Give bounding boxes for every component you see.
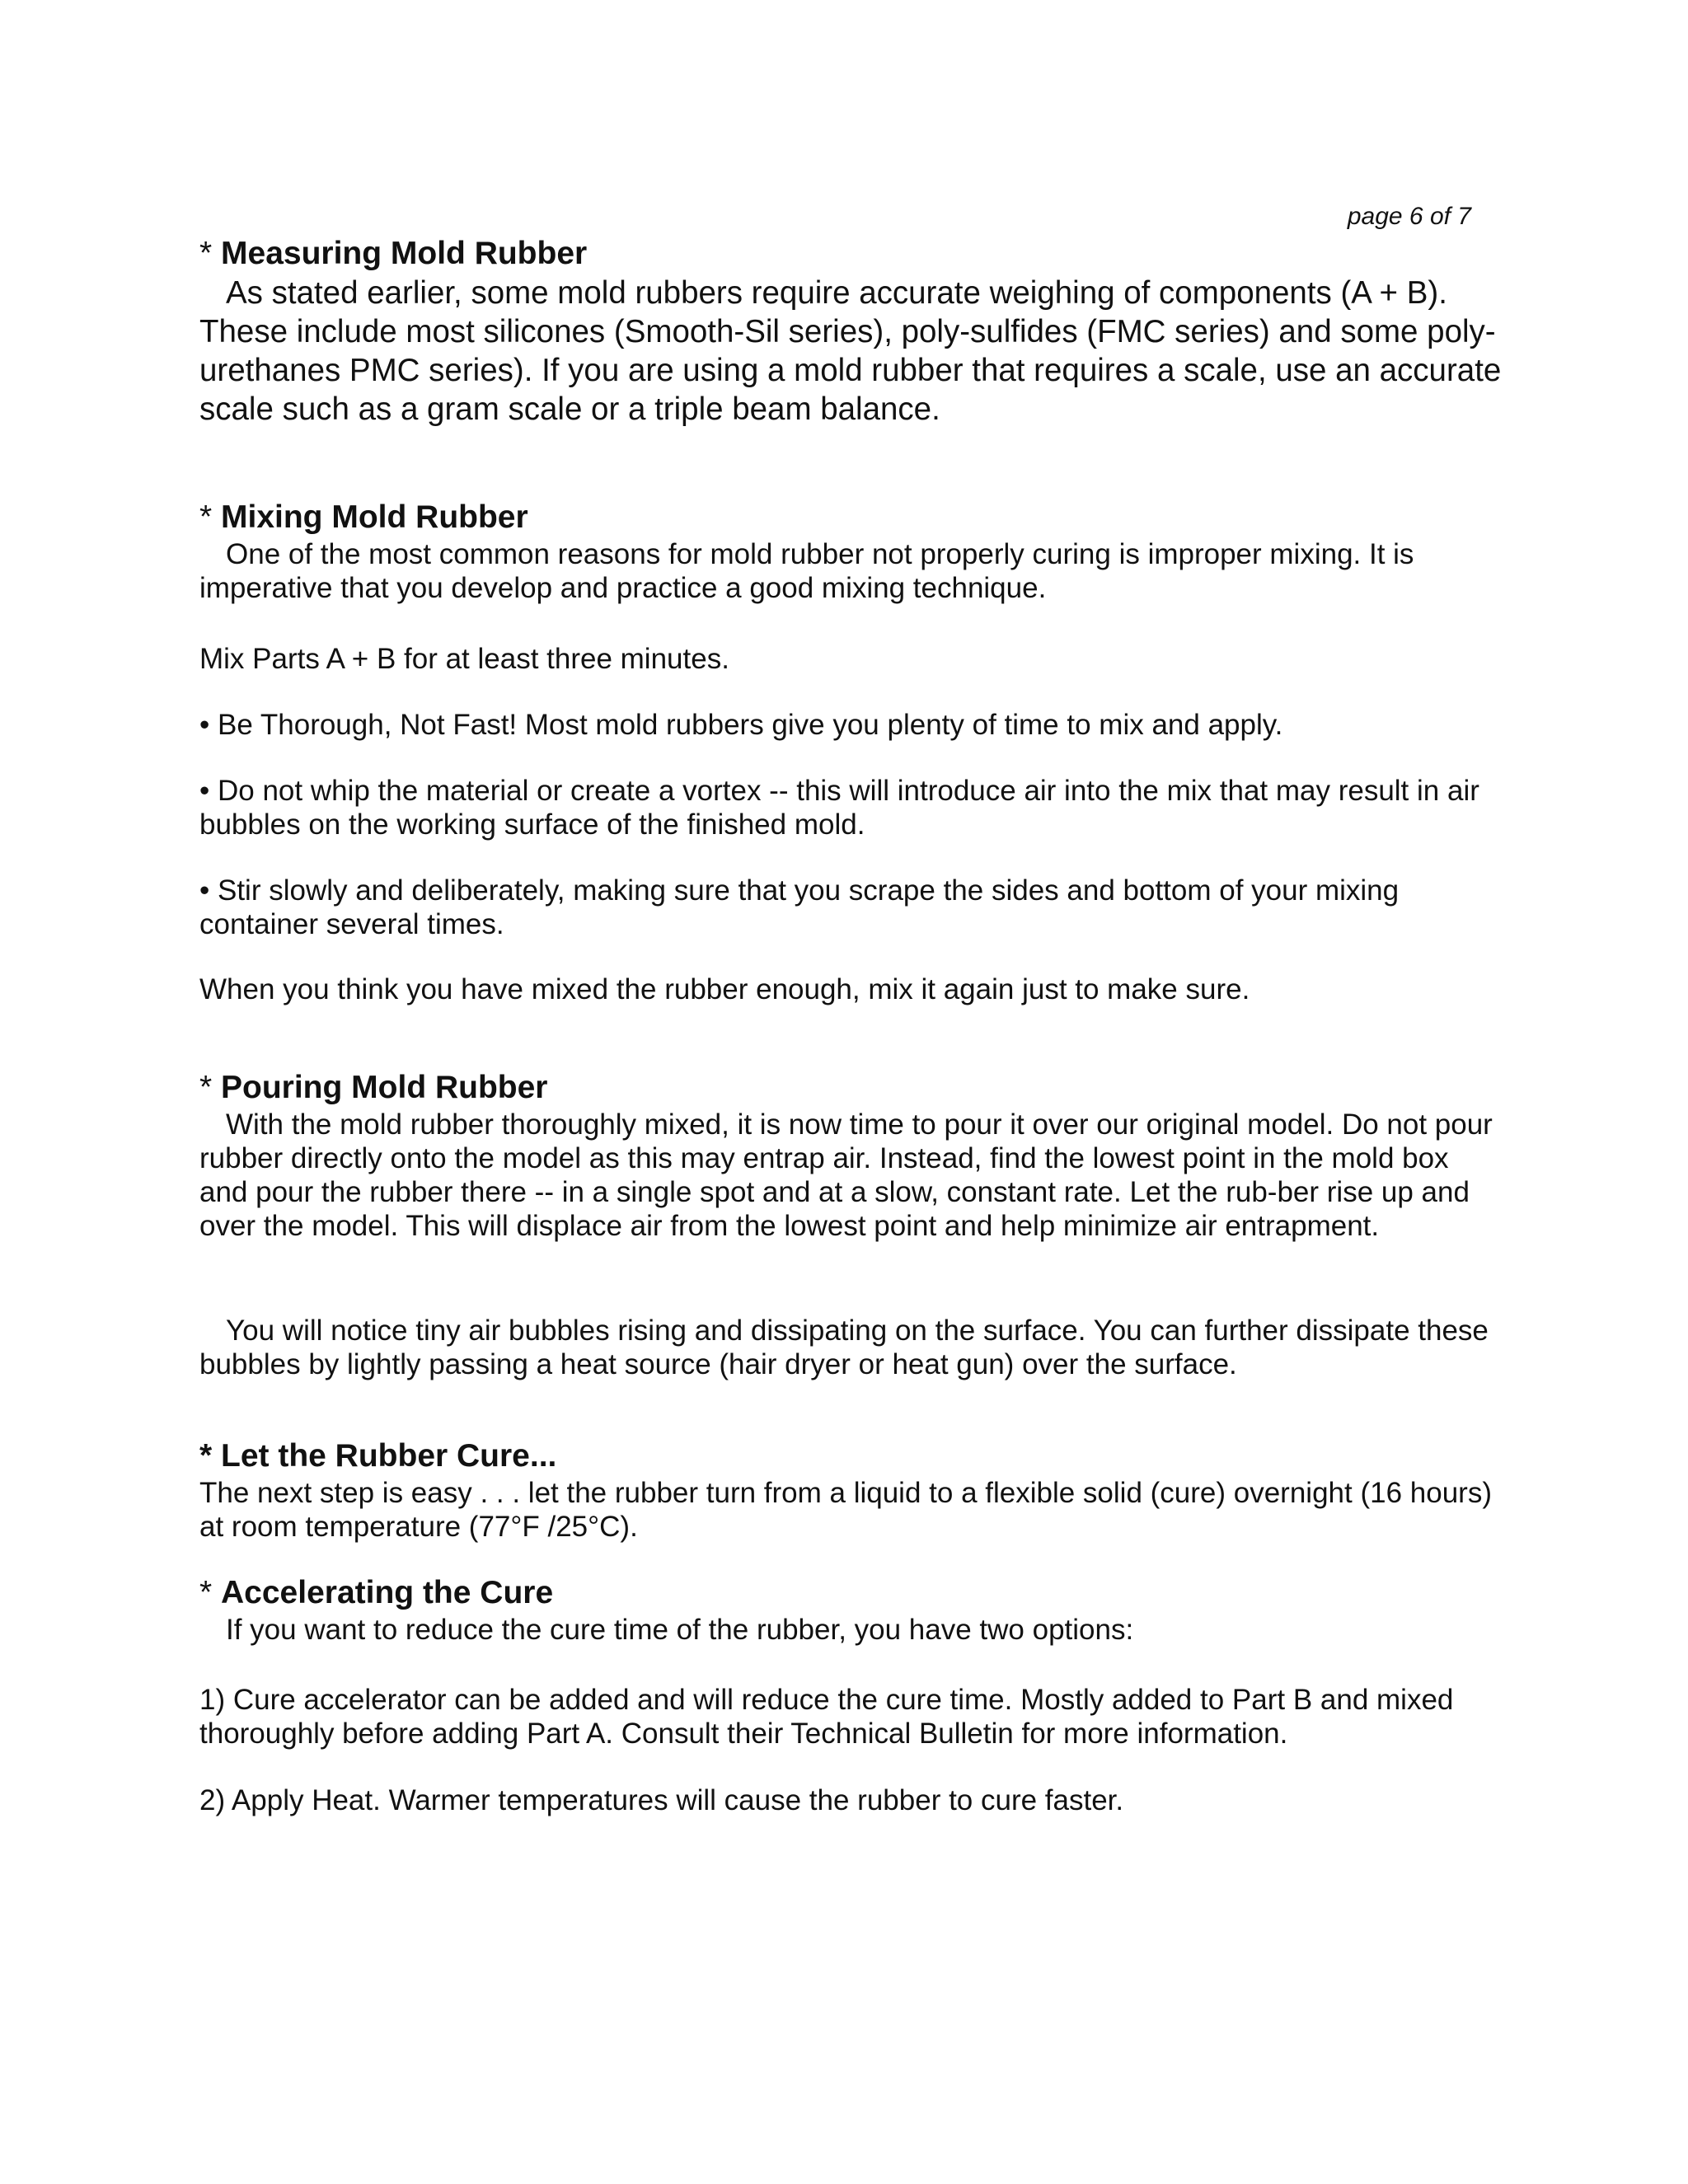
heading-accelerating	[199, 1573, 1502, 1613]
heading-bullet: *	[199, 236, 222, 271]
pouring-paragraph-2: You will notice tiny air bubbles rising and dissipating on the surface. You can further dissipate these bubbles by lightly passing a heat source (hair dryer or heat gun) over the surface.	[199, 1315, 1489, 1380]
heading-pouring	[199, 1068, 1502, 1108]
pouring-paragraph-2-block	[199, 1314, 1502, 1381]
section-measuring	[199, 234, 1502, 429]
accelerating-paragraph-3-block	[199, 1783, 1502, 1817]
pouring-paragraph-1: With the mold rubber thoroughly mixed, it is now time to pour it over our original model. Do not pour rubber directly onto the model as this may entrap air. Instead, find the lowest point in the mold box and pour the rubber there -- in a single spot and at a slow, constant rate. Let the rub-ber rise up and over the model. This will displace air from the lowest point and help minimize air entrapment.	[199, 1108, 1493, 1242]
mixing-paragraph-3-block	[199, 708, 1502, 742]
accelerating-paragraph-2-block	[199, 1683, 1502, 1750]
cure-paragraph: The next step is easy . . . let the rubber turn from a liquid to a flexible solid (cure) overnight (16 hours) at room temperature (77°F /25°C).	[199, 1477, 1492, 1543]
section-pouring	[199, 1068, 1502, 1243]
accelerating-paragraph-1: If you want to reduce the cure time of the rubber, you have two options:	[226, 1614, 1134, 1646]
heading-title: Mixing Mold Rubber	[221, 499, 528, 535]
heading-title: Pouring Mold Rubber	[221, 1070, 548, 1105]
accelerating-option-1: 1) Cure accelerator can be added and will reduce the cure time. Mostly added to Part B and mixed thoroughly before adding Part A. Consult their Technical Bulletin for more information.	[199, 1684, 1454, 1750]
heading-title: * Let the Rubber Cure...	[199, 1438, 557, 1474]
section-mixing	[199, 498, 1502, 605]
section-accelerating	[199, 1573, 1502, 1647]
mixing-paragraph-6-block	[199, 972, 1502, 1006]
mixing-paragraph-2-block	[199, 642, 1502, 676]
mixing-bullet-3: • Stir slowly and deliberately, making sure that you scrape the sides and bottom of your mixing container several times.	[199, 874, 1400, 940]
section-cure	[199, 1436, 1502, 1544]
heading-title: Accelerating the Cure	[221, 1575, 554, 1610]
accelerating-option-2: 2) Apply Heat. Warmer temperatures will cause the rubber to cure faster.	[199, 1784, 1124, 1816]
mixing-paragraph-2: Mix Parts A + B for at least three minutes.	[199, 643, 729, 675]
page-number: page 6 of 7	[1347, 203, 1471, 230]
heading-title: Measuring Mold Rubber	[221, 236, 588, 271]
heading-bullet: *	[199, 1575, 222, 1610]
heading-bullet: *	[199, 1070, 222, 1105]
mixing-bullet-1: • Be Thorough, Not Fast! Most mold rubbers give you plenty of time to mix and apply.	[199, 709, 1283, 741]
measuring-paragraph: As stated earlier, some mold rubbers require accurate weighing of components (A + B). These include most silicones (Smooth-Sil series), poly-sulfides (FMC series) and some poly-urethanes PMC series). If you are using a mold rubber that requires a scale, use an accurate scale such as a gram scale or a triple beam balance.	[199, 275, 1502, 427]
heading-cure	[199, 1436, 1502, 1476]
mixing-paragraph-6: When you think you have mixed the rubber enough, mix it again just to make sure.	[199, 973, 1250, 1005]
heading-mixing	[199, 498, 1502, 537]
mixing-paragraph-5-block	[199, 874, 1502, 941]
heading-bullet: *	[199, 499, 222, 535]
mixing-bullet-2: • Do not whip the material or create a vortex -- this will introduce air into the mix that may result in air bubbles on the working surface of the finished mold.	[199, 775, 1479, 841]
mixing-paragraph-4-block	[199, 774, 1502, 841]
heading-measuring	[199, 234, 1502, 274]
mixing-paragraph-1: One of the most common reasons for mold rubber not properly curing is improper mixing. It is imperative that you develop and practice a good mixing technique.	[199, 538, 1414, 604]
